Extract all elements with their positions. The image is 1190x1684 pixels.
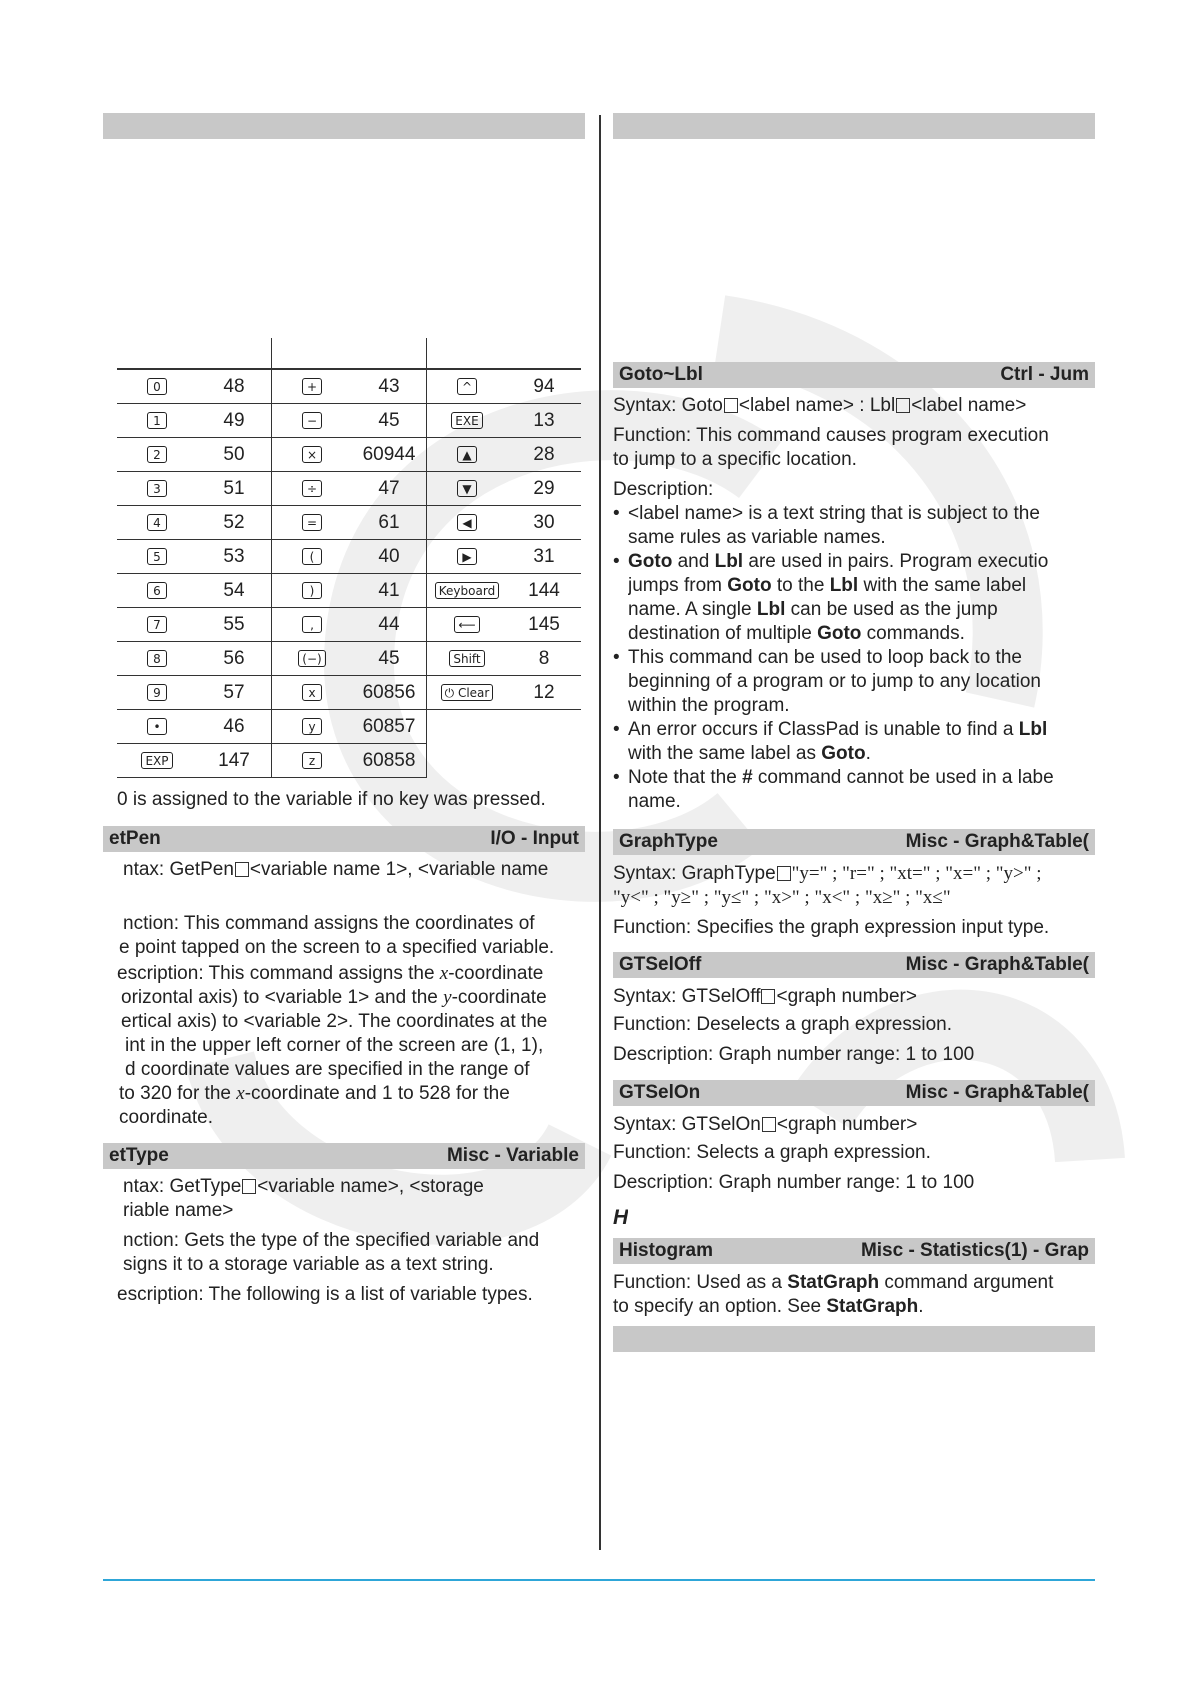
getpen-description: d coordinate values are specified in the range of xyxy=(125,1059,530,1080)
key-icon: 5 xyxy=(147,548,167,565)
key-code: 44 xyxy=(352,608,427,642)
table-row xyxy=(117,608,581,642)
key-icon: Keyboard xyxy=(435,582,499,599)
table-row xyxy=(117,540,581,574)
key-code: 31 xyxy=(507,540,581,574)
table-row xyxy=(117,676,581,710)
key-icon: 9 xyxy=(147,684,167,701)
key-code: 53 xyxy=(197,540,272,574)
getpen-description: ertical axis) to <variable 2>. The coordinates at the xyxy=(121,1011,548,1032)
key-code: 144 xyxy=(507,574,581,608)
gtselon-description: Description: Graph number range: 1 to 100 xyxy=(613,1172,975,1193)
space-symbol-icon xyxy=(242,1179,256,1194)
key-icon: + xyxy=(302,378,322,395)
key-code: 52 xyxy=(197,506,272,540)
goto-bullet: with the same label as Goto. xyxy=(628,743,871,764)
key-code: 56 xyxy=(197,642,272,676)
key-code: 48 xyxy=(197,369,272,404)
getpen-header xyxy=(103,826,585,852)
key-icon: 0 xyxy=(147,378,167,395)
key-icon: ◀ xyxy=(457,514,477,531)
key-code: 40 xyxy=(352,540,427,574)
getpen-description: coordinate. xyxy=(119,1107,214,1128)
key-code: 57 xyxy=(197,676,272,710)
histogram-function: Function: Used as a StatGraph command argument xyxy=(613,1272,1054,1293)
space-symbol-icon xyxy=(777,866,791,881)
goto-bullet: An error occurs if ClassPad is unable to find a Lbl xyxy=(628,719,1048,740)
command-name: etPen xyxy=(109,828,161,849)
key-code: 28 xyxy=(507,438,581,472)
key-icon: ) xyxy=(302,582,322,599)
key-icon: 2 xyxy=(147,446,167,463)
graphtype-header xyxy=(613,829,1095,855)
gettype-syntax: ntax: GetType <variable name>, <storage xyxy=(123,1176,484,1197)
key-code: 12 xyxy=(507,676,581,710)
key-icon: 4 xyxy=(147,514,167,531)
bullet-dot: • xyxy=(613,647,620,668)
bullet-dot: • xyxy=(613,503,620,524)
goto-bullet: within the program. xyxy=(628,695,790,716)
getpen-syntax: ntax: GetPen <variable name 1>, <variable name xyxy=(123,859,549,880)
goto-description-heading: Description: xyxy=(613,479,714,500)
key-code: 55 xyxy=(197,608,272,642)
getpen-function: nction: This command assigns the coordinates of xyxy=(123,913,535,934)
key-code: 60858 xyxy=(352,744,427,778)
key-icon: z xyxy=(302,752,322,769)
table-row xyxy=(117,369,581,404)
key-code: 45 xyxy=(352,404,427,438)
bullet-dot: • xyxy=(613,719,620,740)
key-table-note: 0 is assigned to the variable if no key was pressed. xyxy=(117,789,546,810)
goto-bullet: Goto and Lbl are used in pairs. Program executio xyxy=(628,551,1049,572)
key-icon: × xyxy=(302,446,322,463)
gettype-header xyxy=(103,1143,585,1169)
key-code: 60856 xyxy=(352,676,427,710)
getpen-description: escription: This command assigns the x-coordinate xyxy=(117,963,544,984)
goto-bullet: <label name> is a text string that is subject to the xyxy=(628,503,1040,524)
key-code: 46 xyxy=(197,710,272,744)
key-code: 43 xyxy=(352,369,427,404)
getpen-description: int in the upper left corner of the screen are (1, 1), xyxy=(125,1035,544,1056)
key-icon: • xyxy=(147,718,167,735)
gettype-function: nction: Gets the type of the specified variable and xyxy=(123,1230,540,1251)
goto-bullet: This command can be used to loop back to the xyxy=(628,647,1022,668)
command-name: GTSelOn xyxy=(619,1082,701,1103)
key-icon: ^ xyxy=(457,378,477,395)
key-icon: − xyxy=(302,412,322,429)
gtseloff-header xyxy=(613,952,1095,978)
key-icon: y xyxy=(302,718,322,735)
goto-bullet: beginning of a program or to jump to any location xyxy=(628,671,1041,692)
gettype-description: escription: The following is a list of variable types. xyxy=(117,1284,533,1305)
getpen-function: e point tapped on the screen to a specified variable. xyxy=(119,937,555,958)
key-icon: EXP xyxy=(141,752,172,769)
command-category: Ctrl - Jum xyxy=(1000,364,1089,385)
key-icon: ÷ xyxy=(302,480,322,497)
table-row xyxy=(117,472,581,506)
footer-rule xyxy=(103,1579,1095,1581)
key-code: 51 xyxy=(197,472,272,506)
command-category: Misc - Graph&Table( xyxy=(905,831,1089,852)
space-symbol-icon xyxy=(761,989,775,1004)
command-name: Histogram xyxy=(619,1240,713,1261)
goto-bullet: name. A single Lbl can be used as the jump xyxy=(628,599,998,620)
key-icon: Shift xyxy=(449,650,484,667)
gettype-syntax: riable name> xyxy=(123,1200,234,1221)
table-row xyxy=(117,642,581,676)
table-row xyxy=(117,574,581,608)
goto-bullet: Note that the # command cannot be used in a labe xyxy=(628,767,1054,788)
key-code: 29 xyxy=(507,472,581,506)
key-code: 50 xyxy=(197,438,272,472)
table-row xyxy=(117,506,581,540)
right-column-bottom-bar xyxy=(613,1326,1095,1352)
right-column-top-bar xyxy=(613,113,1095,139)
goto-function: Function: This command causes program execution xyxy=(613,425,1049,446)
gettype-function: signs it to a storage variable as a text string. xyxy=(123,1254,494,1275)
bullet-dot: • xyxy=(613,551,620,572)
key-icon: ▶ xyxy=(457,548,477,565)
goto-bullet: same rules as variable names. xyxy=(628,527,886,548)
key-code: 94 xyxy=(507,369,581,404)
key-code-table xyxy=(117,338,581,778)
key-icon: 3 xyxy=(147,480,167,497)
table-row xyxy=(117,710,581,744)
histogram-header xyxy=(613,1238,1095,1264)
goto-bullet: destination of multiple Goto commands. xyxy=(628,623,965,644)
gtseloff-function: Function: Deselects a graph expression. xyxy=(613,1014,953,1035)
space-symbol-icon xyxy=(762,1117,776,1132)
command-category: Misc - Variable xyxy=(446,1145,579,1166)
command-name: etType xyxy=(109,1145,169,1166)
bullet-dot: • xyxy=(613,767,620,788)
command-category: I/O - Input xyxy=(490,828,579,849)
key-icon: (−) xyxy=(298,650,325,667)
gtselon-header xyxy=(613,1080,1095,1106)
space-symbol-icon xyxy=(235,862,249,877)
key-code: 147 xyxy=(197,744,272,778)
key-code: 54 xyxy=(197,574,272,608)
key-icon: ⏻ Clear xyxy=(441,684,494,701)
table-row xyxy=(117,438,581,472)
command-name: Goto~Lbl xyxy=(619,364,703,385)
command-name: GTSelOff xyxy=(619,954,702,975)
graphtype-syntax: Syntax: GraphType "y=" ; "r=" ; "xt=" ; "x=" ; "y>" ; xyxy=(613,863,1042,884)
command-category: Misc - Graph&Table( xyxy=(905,1082,1089,1103)
goto-lbl-header xyxy=(613,362,1095,388)
key-code: 49 xyxy=(197,404,272,438)
goto-function: to jump to a specific location. xyxy=(613,449,857,470)
key-icon: x xyxy=(302,684,322,701)
key-icon: = xyxy=(302,514,322,531)
command-category: Misc - Graph&Table( xyxy=(905,954,1089,975)
key-code: 8 xyxy=(507,642,581,676)
key-code: 145 xyxy=(507,608,581,642)
table-row xyxy=(117,744,581,778)
gtselon-syntax: Syntax: GTSelOn <graph number> xyxy=(613,1114,918,1135)
gtseloff-description: Description: Graph number range: 1 to 100 xyxy=(613,1044,975,1065)
left-column-top-bar xyxy=(103,113,585,139)
gtseloff-syntax: Syntax: GTSelOff <graph number> xyxy=(613,986,917,1007)
key-icon: ⟵ xyxy=(454,616,479,633)
key-icon: ( xyxy=(302,548,322,565)
key-icon: ▼ xyxy=(457,480,477,497)
getpen-description: to 320 for the x-coordinate and 1 to 528 for the xyxy=(119,1083,510,1104)
column-divider xyxy=(599,115,601,1550)
goto-syntax: Syntax: Goto <label name> : Lbl <label name> xyxy=(613,395,1027,416)
gtselon-function: Function: Selects a graph expression. xyxy=(613,1142,931,1163)
key-code: 45 xyxy=(352,642,427,676)
key-icon: 7 xyxy=(147,616,167,633)
key-icon: 8 xyxy=(147,650,167,667)
space-symbol-icon xyxy=(724,398,738,413)
goto-bullet: jumps from Goto to the Lbl with the same label xyxy=(628,575,1027,596)
key-code: 47 xyxy=(352,472,427,506)
key-icon: 1 xyxy=(147,412,167,429)
key-icon: 6 xyxy=(147,582,167,599)
table-header-row xyxy=(117,338,581,369)
key-icon: , xyxy=(302,616,322,633)
key-icon: EXE xyxy=(451,412,482,429)
space-symbol-icon xyxy=(896,398,910,413)
key-code: 60857 xyxy=(352,710,427,744)
key-code: 41 xyxy=(352,574,427,608)
key-code: 13 xyxy=(507,404,581,438)
getpen-description: orizontal axis) to <variable 1> and the y-coordinate xyxy=(121,987,547,1008)
key-code: 61 xyxy=(352,506,427,540)
command-category: Misc - Statistics(1) - Grap xyxy=(860,1240,1089,1261)
key-icon: ▲ xyxy=(457,446,477,463)
key-code: 60944 xyxy=(352,438,427,472)
table-row xyxy=(117,404,581,438)
graphtype-syntax: "y<" ; "y≥" ; "y≤" ; "x>" ; "x<" ; "x≥" ; "x≤" xyxy=(613,887,951,908)
command-name: GraphType xyxy=(619,831,718,852)
goto-bullet: name. xyxy=(628,791,681,812)
histogram-function: to specify an option. See StatGraph. xyxy=(613,1296,924,1317)
section-letter-h: H xyxy=(613,1206,629,1229)
graphtype-function: Function: Specifies the graph expression input type. xyxy=(613,917,1050,938)
key-code: 30 xyxy=(507,506,581,540)
